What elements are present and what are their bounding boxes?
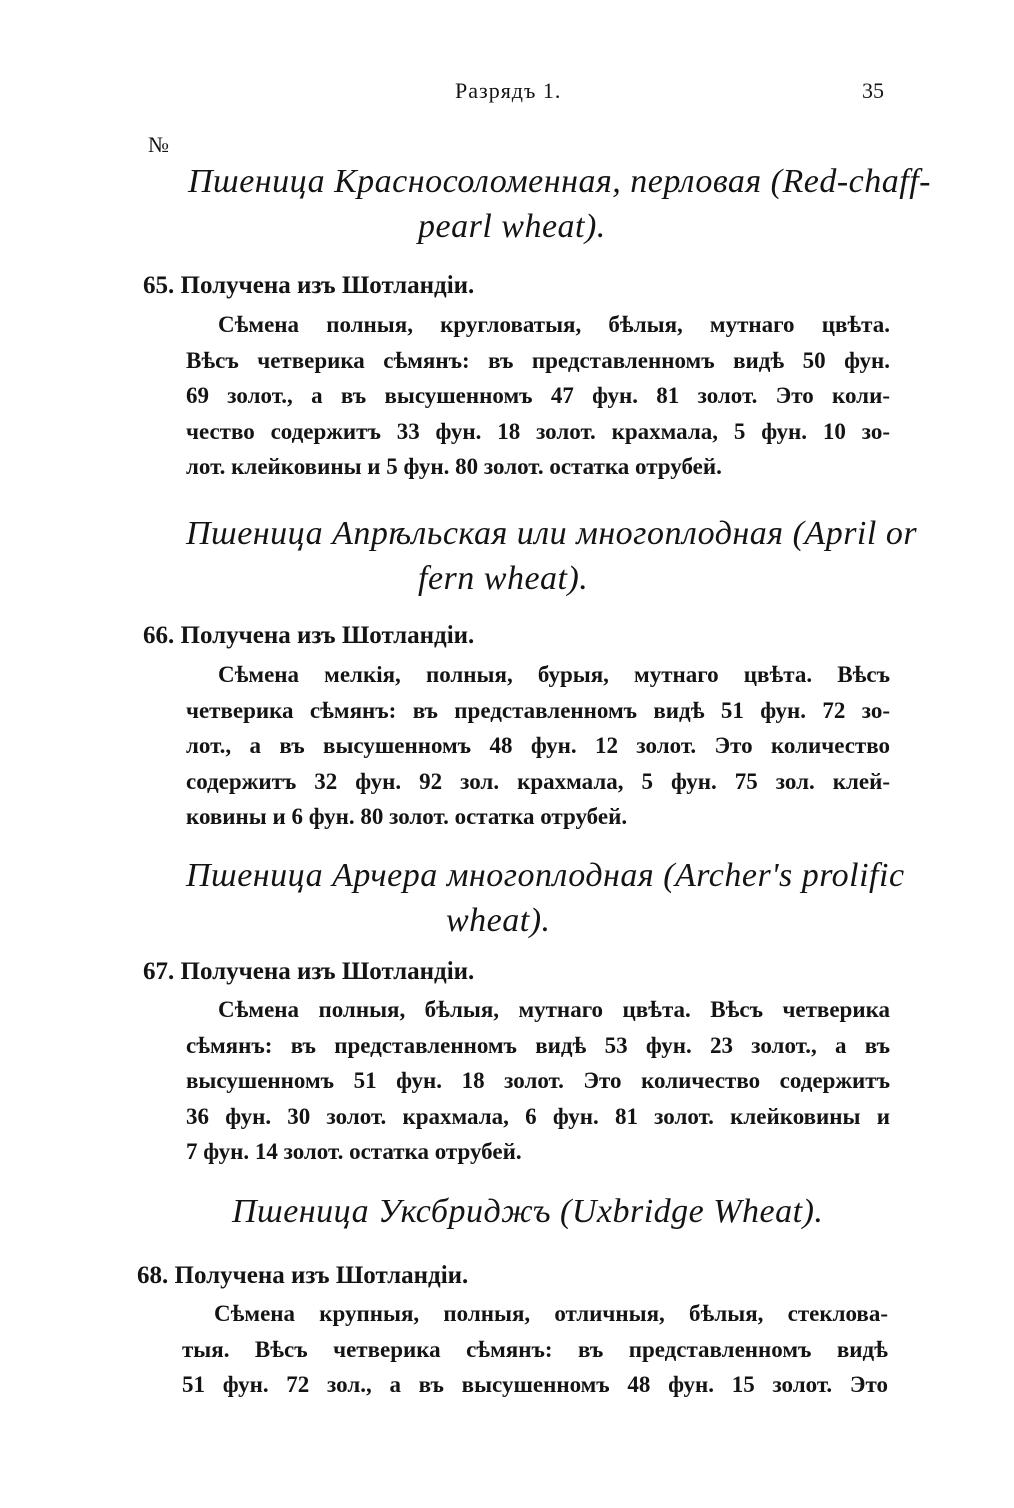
body-line: Сѣмена мелкія, полныя, бурыя, мутнаго цвѣта. Вѣсъ: [218, 662, 890, 687]
heading-line: Пшеница Апрѣльская или многоплодная (April or: [186, 515, 918, 552]
entry-origin-line: [143, 958, 474, 986]
entry-origin: Получена изъ Шотландіи.: [174, 1262, 469, 1289]
body-line: 36 фун. 30 золот. крахмала, 6 фун. 81 золот. клейковины и: [186, 1103, 890, 1129]
body-line: Сѣмена крупныя, полныя, отличныя, бѣлыя, стеклова-: [214, 1301, 888, 1326]
heading-line: wheat).: [446, 902, 551, 939]
entry-origin-line: [143, 272, 474, 300]
section-label: Разрядъ 1.: [455, 78, 562, 103]
heading-line: Пшеница Арчера многоплодная (Archer's prolific: [186, 857, 905, 894]
entry-origin-line: [137, 1262, 468, 1290]
entry-number: 65.: [143, 272, 175, 299]
body-line: тыя. Вѣсъ четверика сѣмянъ: въ представленномъ видѣ: [182, 1336, 888, 1362]
entry-origin: Получена изъ Шотландіи.: [180, 958, 475, 985]
running-head: [0, 78, 1014, 108]
entry-origin: Получена изъ Шотландіи.: [180, 622, 475, 649]
body-line: лот. клейковины и 5 фун. 80 золот. остатка отрубей.: [186, 454, 722, 479]
body-line: 69 золот., а въ высушенномъ 47 фун. 81 золот. Это коли-: [186, 383, 890, 408]
entry-body: [182, 1296, 888, 1403]
body-line: Сѣмена полныя, бѣлыя, мутнаго цвѣта. Вѣсъ четверика: [218, 997, 890, 1022]
entry-number: 67.: [143, 958, 175, 985]
entry-heading: [0, 1190, 1014, 1240]
heading-line: fern wheat).: [418, 560, 589, 597]
page-number: 35: [862, 78, 884, 103]
heading-line: Пшеница Красносоломенная, перловая (Red-chaff-: [188, 163, 931, 200]
body-line: чество содержитъ 33 фун. 18 золот. крахмала, 5 фун. 10 зо-: [186, 418, 890, 444]
body-line: ковины и 6 фун. 80 золот. остатка отрубей.: [186, 804, 628, 829]
body-line: Сѣмена полныя, кругловатыя, бѣлыя, мутнаго цвѣта.: [218, 312, 890, 337]
body-line: 7 фун. 14 золот. остатка отрубей.: [186, 1139, 522, 1164]
body-line: четверика сѣмянъ: въ представленномъ видѣ 51 фун. 72 зо-: [186, 697, 890, 723]
entry-body: [186, 992, 890, 1170]
body-line: Вѣсъ четверика сѣмянъ: въ представленномъ видѣ 50 фун.: [186, 347, 890, 373]
heading-line: Пшеница Уксбриджъ (Uxbridge Wheat).: [232, 1193, 824, 1230]
body-line: сѣмянъ: въ представленномъ видѣ 53 фун. 23 золот., а въ: [186, 1032, 890, 1058]
entry-origin-line: [143, 622, 474, 650]
entry-number: 66.: [143, 622, 175, 649]
entry-body: [186, 307, 890, 485]
heading-line: pearl wheat).: [418, 208, 606, 245]
entry-body: [186, 657, 890, 835]
body-line: 51 фун. 72 зол., а въ высушенномъ 48 фун. 15 золот. Это: [182, 1372, 888, 1397]
entry-origin: Получена изъ Шотландіи.: [180, 272, 475, 299]
entry-heading: [0, 160, 1014, 250]
number-sign: №: [148, 132, 169, 157]
entry-heading: [0, 854, 1014, 944]
body-line: высушенномъ 51 фун. 18 золот. Это количество содержитъ: [186, 1068, 890, 1093]
body-line: содержитъ 32 фун. 92 зол. крахмала, 5 фун. 75 зол. клей-: [186, 768, 890, 794]
entry-heading: [0, 512, 1014, 602]
body-line: лот., а въ высушенномъ 48 фун. 12 золот. Это количество: [186, 733, 890, 758]
entry-number: 68.: [137, 1262, 169, 1289]
